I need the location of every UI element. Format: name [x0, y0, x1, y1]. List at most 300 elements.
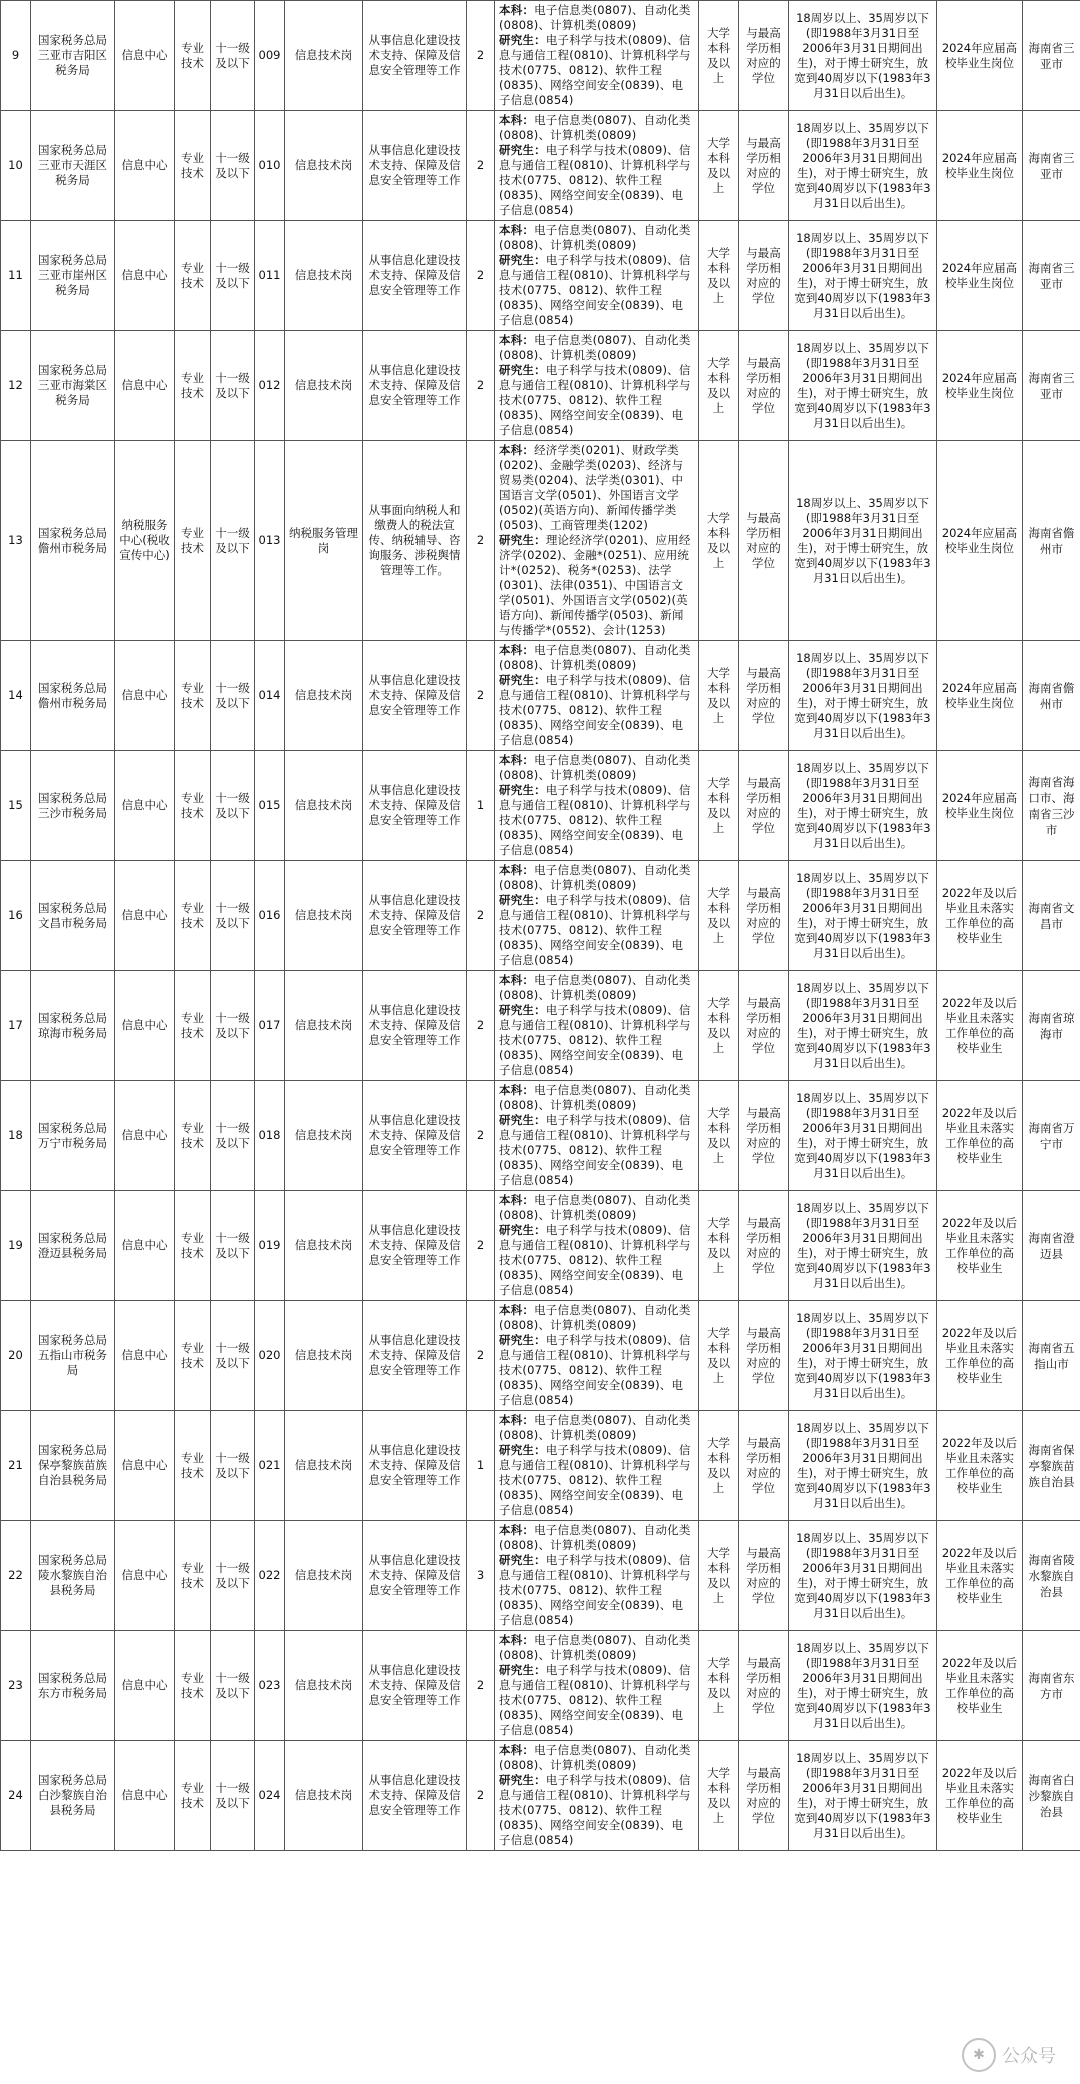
wechat-logo-icon: ✱: [962, 2038, 996, 2072]
degree-requirement: 与最高学历相对应的学位: [739, 441, 789, 641]
work-location: 海南省儋州市: [1023, 441, 1080, 641]
row-number: 11: [1, 221, 31, 331]
position-type: 专业技术: [175, 971, 211, 1081]
postgrad-majors: 电子科学与技术(0809)、信息与通信工程(0810)、计算机科学与技术(0775、0812)、软件工程(0835)、网络空间安全(0839)、电子信息(0854): [499, 1773, 691, 1847]
table-row: [1, 1741, 1080, 1851]
position-type: 专业技术: [175, 1301, 211, 1411]
hire-count: 2: [467, 1081, 495, 1191]
position-level: 十一级及以下: [211, 331, 255, 441]
position-code: 014: [255, 641, 285, 751]
department: 信息中心: [115, 331, 175, 441]
position-level: 十一级及以下: [211, 221, 255, 331]
other-requirement: 2022年及以后毕业且未落实工作单位的高校毕业生: [937, 861, 1023, 971]
department: 信息中心: [115, 1, 175, 111]
age-requirement: 18周岁以上、35周岁以下(即1988年3月31日至2006年3月31日期间出生)，对于博士研究生，放宽到40周岁以下(1983年3月31日以后出生)。: [789, 1191, 937, 1301]
major-requirements: [495, 751, 699, 861]
postgrad-label: 研究生：: [499, 1773, 546, 1787]
department: 纳税服务中心(税收宣传中心): [115, 441, 175, 641]
hire-count: 2: [467, 331, 495, 441]
hiring-unit: 国家税务总局白沙黎族自治县税务局: [31, 1741, 115, 1851]
position-type: 专业技术: [175, 641, 211, 751]
degree-requirement: 与最高学历相对应的学位: [739, 331, 789, 441]
major-requirements: [495, 641, 699, 751]
major-requirements: [495, 1521, 699, 1631]
watermark: [962, 2038, 1056, 2072]
work-location: 海南省白沙黎族自治县: [1023, 1741, 1080, 1851]
hire-count: 2: [467, 1191, 495, 1301]
other-requirement: 2022年及以后毕业且未落实工作单位的高校毕业生: [937, 1301, 1023, 1411]
table-body: [1, 1, 1080, 1851]
major-requirements: [495, 971, 699, 1081]
department: 信息中心: [115, 861, 175, 971]
table-row: [1, 441, 1080, 641]
degree-requirement: 与最高学历相对应的学位: [739, 751, 789, 861]
undergrad-label: 本科：: [499, 1083, 535, 1097]
position-code: 012: [255, 331, 285, 441]
job-duties: 从事信息化建设技术支持、保障及信息安全管理等工作: [363, 221, 467, 331]
department: 信息中心: [115, 1411, 175, 1521]
row-number: 21: [1, 1411, 31, 1521]
undergrad-label: 本科：: [499, 3, 535, 17]
position-code: 013: [255, 441, 285, 641]
other-requirement: 2024年应届高校毕业生岗位: [937, 331, 1023, 441]
postgrad-label: 研究生：: [499, 1003, 546, 1017]
position-name: 信息技术岗: [285, 111, 363, 221]
job-duties: 从事信息化建设技术支持、保障及信息安全管理等工作: [363, 1741, 467, 1851]
postgrad-label: 研究生：: [499, 673, 546, 687]
major-requirements: [495, 1631, 699, 1741]
position-type: 专业技术: [175, 1411, 211, 1521]
hiring-unit: 国家税务总局琼海市税务局: [31, 971, 115, 1081]
position-code: 011: [255, 221, 285, 331]
hiring-unit: 国家税务总局儋州市税务局: [31, 441, 115, 641]
job-duties: 从事信息化建设技术支持、保障及信息安全管理等工作: [363, 1301, 467, 1411]
postgrad-label: 研究生：: [499, 1113, 546, 1127]
hiring-unit: 国家税务总局保亭黎族苗族自治县税务局: [31, 1411, 115, 1521]
degree-requirement: 与最高学历相对应的学位: [739, 1411, 789, 1521]
undergrad-majors: 电子信息类(0807)、自动化类(0808)、计算机类(0809): [499, 643, 691, 672]
work-location: 海南省儋州市: [1023, 641, 1080, 751]
position-name: 信息技术岗: [285, 1741, 363, 1851]
undergrad-majors: 电子信息类(0807)、自动化类(0808)、计算机类(0809): [499, 1303, 691, 1332]
position-type: 专业技术: [175, 1521, 211, 1631]
work-location: 海南省澄迈县: [1023, 1191, 1080, 1301]
degree-requirement: 与最高学历相对应的学位: [739, 221, 789, 331]
other-requirement: 2024年应届高校毕业生岗位: [937, 1, 1023, 111]
undergrad-label: 本科：: [499, 643, 535, 657]
degree-requirement: 与最高学历相对应的学位: [739, 1191, 789, 1301]
row-number: 15: [1, 751, 31, 861]
table-row: [1, 111, 1080, 221]
hiring-unit: 国家税务总局三亚市海棠区税务局: [31, 331, 115, 441]
position-name: 信息技术岗: [285, 1521, 363, 1631]
education-requirement: 大学本科及以上: [699, 971, 739, 1081]
row-number: 17: [1, 971, 31, 1081]
undergrad-label: 本科：: [499, 223, 535, 237]
position-name: 信息技术岗: [285, 331, 363, 441]
work-location: 海南省三亚市: [1023, 221, 1080, 331]
table-row: [1, 1631, 1080, 1741]
postgrad-majors: 电子科学与技术(0809)、信息与通信工程(0810)、计算机科学与技术(0775、0812)、软件工程(0835)、网络空间安全(0839)、电子信息(0854): [499, 783, 691, 857]
education-requirement: 大学本科及以上: [699, 1411, 739, 1521]
job-duties: 从事面向纳税人和缴费人的税法宣传、纳税辅导、咨询服务、涉税舆情管理等工作。: [363, 441, 467, 641]
undergrad-majors: 电子信息类(0807)、自动化类(0808)、计算机类(0809): [499, 3, 691, 32]
department: 信息中心: [115, 751, 175, 861]
work-location: 海南省三亚市: [1023, 111, 1080, 221]
postgrad-majors: 电子科学与技术(0809)、信息与通信工程(0810)、计算机科学与技术(0775、0812)、软件工程(0835)、网络空间安全(0839)、电子信息(0854): [499, 1003, 691, 1077]
position-code: 021: [255, 1411, 285, 1521]
position-name: 纳税服务管理岗: [285, 441, 363, 641]
hire-count: 2: [467, 111, 495, 221]
postgrad-majors: 理论经济学(0201)、应用经济学(0202)、金融*(0251)、应用统计*(0252)、税务*(0253)、法学(0301)、法律(0351)、中国语言文学(0501)、外国语言文学(0502)(英语方向)、新闻传播学(0503)、新闻与传播学*(0552)、会计(1253): [499, 533, 691, 637]
age-requirement: 18周岁以上、35周岁以下(即1988年3月31日至2006年3月31日期间出生)，对于博士研究生，放宽到40周岁以下(1983年3月31日以后出生)。: [789, 1411, 937, 1521]
department: 信息中心: [115, 1191, 175, 1301]
age-requirement: 18周岁以上、35周岁以下(即1988年3月31日至2006年3月31日期间出生)，对于博士研究生，放宽到40周岁以下(1983年3月31日以后出生)。: [789, 971, 937, 1081]
education-requirement: 大学本科及以上: [699, 1, 739, 111]
hire-count: 1: [467, 1411, 495, 1521]
hiring-unit: 国家税务总局三亚市天涯区税务局: [31, 111, 115, 221]
age-requirement: 18周岁以上、35周岁以下(即1988年3月31日至2006年3月31日期间出生)，对于博士研究生，放宽到40周岁以下(1983年3月31日以后出生)。: [789, 1081, 937, 1191]
postgrad-label: 研究生：: [499, 143, 546, 157]
position-level: 十一级及以下: [211, 1081, 255, 1191]
hiring-unit: 国家税务总局文昌市税务局: [31, 861, 115, 971]
position-type: 专业技术: [175, 1, 211, 111]
position-name: 信息技术岗: [285, 1081, 363, 1191]
position-level: 十一级及以下: [211, 441, 255, 641]
age-requirement: 18周岁以上、35周岁以下(即1988年3月31日至2006年3月31日期间出生)，对于博士研究生，放宽到40周岁以下(1983年3月31日以后出生)。: [789, 751, 937, 861]
table-row: [1, 221, 1080, 331]
major-requirements: [495, 1081, 699, 1191]
hire-count: 3: [467, 1521, 495, 1631]
education-requirement: 大学本科及以上: [699, 111, 739, 221]
position-type: 专业技术: [175, 1081, 211, 1191]
position-code: 023: [255, 1631, 285, 1741]
postgrad-label: 研究生：: [499, 33, 546, 47]
table-row: [1, 641, 1080, 751]
hire-count: 2: [467, 1631, 495, 1741]
undergrad-majors: 电子信息类(0807)、自动化类(0808)、计算机类(0809): [499, 1413, 691, 1442]
postgrad-label: 研究生：: [499, 893, 546, 907]
position-code: 019: [255, 1191, 285, 1301]
undergrad-label: 本科：: [499, 1523, 535, 1537]
row-number: 20: [1, 1301, 31, 1411]
undergrad-label: 本科：: [499, 1743, 535, 1757]
work-location: 海南省东方市: [1023, 1631, 1080, 1741]
education-requirement: 大学本科及以上: [699, 641, 739, 751]
row-number: 23: [1, 1631, 31, 1741]
major-requirements: [495, 861, 699, 971]
age-requirement: 18周岁以上、35周岁以下(即1988年3月31日至2006年3月31日期间出生)，对于博士研究生，放宽到40周岁以下(1983年3月31日以后出生)。: [789, 641, 937, 751]
degree-requirement: 与最高学历相对应的学位: [739, 971, 789, 1081]
work-location: 海南省五指山市: [1023, 1301, 1080, 1411]
position-name: 信息技术岗: [285, 751, 363, 861]
job-duties: 从事信息化建设技术支持、保障及信息安全管理等工作: [363, 1521, 467, 1631]
hire-count: 2: [467, 1, 495, 111]
position-name: 信息技术岗: [285, 1631, 363, 1741]
postgrad-label: 研究生：: [499, 1443, 546, 1457]
position-type: 专业技术: [175, 221, 211, 331]
other-requirement: 2022年及以后毕业且未落实工作单位的高校毕业生: [937, 1631, 1023, 1741]
position-code: 009: [255, 1, 285, 111]
education-requirement: 大学本科及以上: [699, 221, 739, 331]
table-row: [1, 1081, 1080, 1191]
job-duties: 从事信息化建设技术支持、保障及信息安全管理等工作: [363, 1631, 467, 1741]
degree-requirement: 与最高学历相对应的学位: [739, 1301, 789, 1411]
education-requirement: 大学本科及以上: [699, 751, 739, 861]
degree-requirement: 与最高学历相对应的学位: [739, 111, 789, 221]
hiring-unit: 国家税务总局三沙市税务局: [31, 751, 115, 861]
degree-requirement: 与最高学历相对应的学位: [739, 641, 789, 751]
other-requirement: 2024年应届高校毕业生岗位: [937, 221, 1023, 331]
degree-requirement: 与最高学历相对应的学位: [739, 1631, 789, 1741]
position-level: 十一级及以下: [211, 1191, 255, 1301]
department: 信息中心: [115, 641, 175, 751]
table-row: [1, 1191, 1080, 1301]
undergrad-label: 本科：: [499, 1413, 535, 1427]
degree-requirement: 与最高学历相对应的学位: [739, 861, 789, 971]
hiring-unit: 国家税务总局澄迈县税务局: [31, 1191, 115, 1301]
position-type: 专业技术: [175, 111, 211, 221]
age-requirement: 18周岁以上、35周岁以下(即1988年3月31日至2006年3月31日期间出生)，对于博士研究生，放宽到40周岁以下(1983年3月31日以后出生)。: [789, 331, 937, 441]
undergrad-label: 本科：: [499, 753, 535, 767]
major-requirements: [495, 1411, 699, 1521]
major-requirements: [495, 331, 699, 441]
undergrad-label: 本科：: [499, 333, 535, 347]
age-requirement: 18周岁以上、35周岁以下(即1988年3月31日至2006年3月31日期间出生)，对于博士研究生，放宽到40周岁以下(1983年3月31日以后出生)。: [789, 1, 937, 111]
age-requirement: 18周岁以上、35周岁以下(即1988年3月31日至2006年3月31日期间出生)，对于博士研究生，放宽到40周岁以下(1983年3月31日以后出生)。: [789, 221, 937, 331]
row-number: 9: [1, 1, 31, 111]
position-level: 十一级及以下: [211, 751, 255, 861]
position-code: 024: [255, 1741, 285, 1851]
postgrad-label: 研究生：: [499, 1553, 546, 1567]
undergrad-label: 本科：: [499, 1193, 535, 1207]
other-requirement: 2024年应届高校毕业生岗位: [937, 641, 1023, 751]
position-level: 十一级及以下: [211, 1631, 255, 1741]
position-level: 十一级及以下: [211, 861, 255, 971]
postgrad-majors: 电子科学与技术(0809)、信息与通信工程(0810)、计算机科学与技术(0775、0812)、软件工程(0835)、网络空间安全(0839)、电子信息(0854): [499, 143, 691, 217]
row-number: 22: [1, 1521, 31, 1631]
job-duties: 从事信息化建设技术支持、保障及信息安全管理等工作: [363, 861, 467, 971]
row-number: 16: [1, 861, 31, 971]
job-duties: 从事信息化建设技术支持、保障及信息安全管理等工作: [363, 331, 467, 441]
education-requirement: 大学本科及以上: [699, 1191, 739, 1301]
position-name: 信息技术岗: [285, 1411, 363, 1521]
postgrad-majors: 电子科学与技术(0809)、信息与通信工程(0810)、计算机科学与技术(0775、0812)、软件工程(0835)、网络空间安全(0839)、电子信息(0854): [499, 1223, 691, 1297]
table-row: [1, 331, 1080, 441]
undergrad-majors: 电子信息类(0807)、自动化类(0808)、计算机类(0809): [499, 1083, 691, 1112]
major-requirements: [495, 1301, 699, 1411]
other-requirement: 2022年及以后毕业且未落实工作单位的高校毕业生: [937, 1521, 1023, 1631]
position-code: 022: [255, 1521, 285, 1631]
position-type: 专业技术: [175, 1631, 211, 1741]
education-requirement: 大学本科及以上: [699, 1301, 739, 1411]
postgrad-majors: 电子科学与技术(0809)、信息与通信工程(0810)、计算机科学与技术(0775、0812)、软件工程(0835)、网络空间安全(0839)、电子信息(0854): [499, 893, 691, 967]
watermark-text: 公众号: [1002, 2046, 1056, 2067]
undergrad-label: 本科：: [499, 1303, 535, 1317]
hiring-unit: 国家税务总局三亚市崖州区税务局: [31, 221, 115, 331]
department: 信息中心: [115, 1081, 175, 1191]
hire-count: 2: [467, 441, 495, 641]
undergrad-majors: 电子信息类(0807)、自动化类(0808)、计算机类(0809): [499, 1523, 691, 1552]
age-requirement: 18周岁以上、35周岁以下(即1988年3月31日至2006年3月31日期间出生)，对于博士研究生，放宽到40周岁以下(1983年3月31日以后出生)。: [789, 1521, 937, 1631]
hiring-unit: 国家税务总局万宁市税务局: [31, 1081, 115, 1191]
other-requirement: 2022年及以后毕业且未落实工作单位的高校毕业生: [937, 1081, 1023, 1191]
education-requirement: 大学本科及以上: [699, 331, 739, 441]
position-code: 015: [255, 751, 285, 861]
position-level: 十一级及以下: [211, 111, 255, 221]
table-row: [1, 861, 1080, 971]
education-requirement: 大学本科及以上: [699, 441, 739, 641]
undergrad-majors: 电子信息类(0807)、自动化类(0808)、计算机类(0809): [499, 863, 691, 892]
postgrad-majors: 电子科学与技术(0809)、信息与通信工程(0810)、计算机科学与技术(0775、0812)、软件工程(0835)、网络空间安全(0839)、电子信息(0854): [499, 1333, 691, 1407]
undergrad-label: 本科：: [499, 113, 535, 127]
row-number: 24: [1, 1741, 31, 1851]
table-row: [1, 1, 1080, 111]
other-requirement: 2022年及以后毕业且未落实工作单位的高校毕业生: [937, 1741, 1023, 1851]
hiring-unit: 国家税务总局儋州市税务局: [31, 641, 115, 751]
table-row: [1, 1521, 1080, 1631]
position-name: 信息技术岗: [285, 221, 363, 331]
undergrad-majors: 电子信息类(0807)、自动化类(0808)、计算机类(0809): [499, 113, 691, 142]
other-requirement: 2024年应届高校毕业生岗位: [937, 751, 1023, 861]
major-requirements: [495, 1741, 699, 1851]
hiring-unit: 国家税务总局五指山市税务局: [31, 1301, 115, 1411]
major-requirements: [495, 1, 699, 111]
postgrad-majors: 电子科学与技术(0809)、信息与通信工程(0810)、计算机科学与技术(0775、0812)、软件工程(0835)、网络空间安全(0839)、电子信息(0854): [499, 1443, 691, 1517]
row-number: 10: [1, 111, 31, 221]
job-duties: 从事信息化建设技术支持、保障及信息安全管理等工作: [363, 1, 467, 111]
table-row: [1, 1411, 1080, 1521]
position-type: 专业技术: [175, 751, 211, 861]
job-duties: 从事信息化建设技术支持、保障及信息安全管理等工作: [363, 971, 467, 1081]
table-row: [1, 1301, 1080, 1411]
row-number: 14: [1, 641, 31, 751]
work-location: 海南省万宁市: [1023, 1081, 1080, 1191]
other-requirement: 2024年应届高校毕业生岗位: [937, 111, 1023, 221]
position-level: 十一级及以下: [211, 971, 255, 1081]
position-name: 信息技术岗: [285, 641, 363, 751]
table-row: [1, 971, 1080, 1081]
department: 信息中心: [115, 1631, 175, 1741]
row-number: 12: [1, 331, 31, 441]
undergrad-majors: 电子信息类(0807)、自动化类(0808)、计算机类(0809): [499, 973, 691, 1002]
other-requirement: 2022年及以后毕业且未落实工作单位的高校毕业生: [937, 1411, 1023, 1521]
position-level: 十一级及以下: [211, 1521, 255, 1631]
position-code: 017: [255, 971, 285, 1081]
work-location: 海南省文昌市: [1023, 861, 1080, 971]
undergrad-majors: 电子信息类(0807)、自动化类(0808)、计算机类(0809): [499, 1633, 691, 1662]
work-location: 海南省三亚市: [1023, 331, 1080, 441]
position-name: 信息技术岗: [285, 1191, 363, 1301]
row-number: 18: [1, 1081, 31, 1191]
postgrad-majors: 电子科学与技术(0809)、信息与通信工程(0810)、计算机科学与技术(0775、0812)、软件工程(0835)、网络空间安全(0839)、电子信息(0854): [499, 673, 691, 747]
degree-requirement: 与最高学历相对应的学位: [739, 1521, 789, 1631]
job-duties: 从事信息化建设技术支持、保障及信息安全管理等工作: [363, 1081, 467, 1191]
position-code: 020: [255, 1301, 285, 1411]
postgrad-majors: 电子科学与技术(0809)、信息与通信工程(0810)、计算机科学与技术(0775、0812)、软件工程(0835)、网络空间安全(0839)、电子信息(0854): [499, 33, 691, 107]
postgrad-majors: 电子科学与技术(0809)、信息与通信工程(0810)、计算机科学与技术(0775、0812)、软件工程(0835)、网络空间安全(0839)、电子信息(0854): [499, 1663, 691, 1737]
department: 信息中心: [115, 111, 175, 221]
row-number: 19: [1, 1191, 31, 1301]
postgrad-label: 研究生：: [499, 783, 546, 797]
position-name: 信息技术岗: [285, 1301, 363, 1411]
row-number: 13: [1, 441, 31, 641]
other-requirement: 2022年及以后毕业且未落实工作单位的高校毕业生: [937, 971, 1023, 1081]
age-requirement: 18周岁以上、35周岁以下(即1988年3月31日至2006年3月31日期间出生)，对于博士研究生，放宽到40周岁以下(1983年3月31日以后出生)。: [789, 441, 937, 641]
job-duties: 从事信息化建设技术支持、保障及信息安全管理等工作: [363, 1411, 467, 1521]
undergrad-majors: 电子信息类(0807)、自动化类(0808)、计算机类(0809): [499, 1193, 691, 1222]
undergrad-majors: 电子信息类(0807)、自动化类(0808)、计算机类(0809): [499, 1743, 691, 1772]
undergrad-majors: 经济学类(0201)、财政学类(0202)、金融学类(0203)、经济与贸易类(0204)、法学类(0301)、中国语言文学(0501)、外国语言文学(0502)(英语方向)、新闻传播学类(0503)、工商管理类(1202): [499, 443, 684, 532]
work-location: 海南省陵水黎族自治县: [1023, 1521, 1080, 1631]
major-requirements: [495, 221, 699, 331]
undergrad-label: 本科：: [499, 863, 535, 877]
hiring-unit: 国家税务总局东方市税务局: [31, 1631, 115, 1741]
position-type: 专业技术: [175, 1191, 211, 1301]
education-requirement: 大学本科及以上: [699, 1521, 739, 1631]
undergrad-label: 本科：: [499, 973, 535, 987]
major-requirements: [495, 441, 699, 641]
hire-count: 2: [467, 861, 495, 971]
undergrad-label: 本科：: [499, 1633, 535, 1647]
education-requirement: 大学本科及以上: [699, 1081, 739, 1191]
major-requirements: [495, 111, 699, 221]
job-duties: 从事信息化建设技术支持、保障及信息安全管理等工作: [363, 751, 467, 861]
position-level: 十一级及以下: [211, 641, 255, 751]
postgrad-label: 研究生：: [499, 1223, 546, 1237]
age-requirement: 18周岁以上、35周岁以下(即1988年3月31日至2006年3月31日期间出生)，对于博士研究生，放宽到40周岁以下(1983年3月31日以后出生)。: [789, 1741, 937, 1851]
age-requirement: 18周岁以上、35周岁以下(即1988年3月31日至2006年3月31日期间出生)，对于博士研究生，放宽到40周岁以下(1983年3月31日以后出生)。: [789, 1301, 937, 1411]
work-location: 海南省海口市、海南省三沙市: [1023, 751, 1080, 861]
department: 信息中心: [115, 971, 175, 1081]
hiring-unit: 国家税务总局三亚市吉阳区税务局: [31, 1, 115, 111]
position-code: 018: [255, 1081, 285, 1191]
work-location: 海南省三亚市: [1023, 1, 1080, 111]
hire-count: 2: [467, 971, 495, 1081]
age-requirement: 18周岁以上、35周岁以下(即1988年3月31日至2006年3月31日期间出生)，对于博士研究生，放宽到40周岁以下(1983年3月31日以后出生)。: [789, 1631, 937, 1741]
job-duties: 从事信息化建设技术支持、保障及信息安全管理等工作: [363, 641, 467, 751]
education-requirement: 大学本科及以上: [699, 1631, 739, 1741]
work-location: 海南省琼海市: [1023, 971, 1080, 1081]
department: 信息中心: [115, 1521, 175, 1631]
position-level: 十一级及以下: [211, 1411, 255, 1521]
education-requirement: 大学本科及以上: [699, 1741, 739, 1851]
work-location: 海南省保亭黎族苗族自治县: [1023, 1411, 1080, 1521]
hire-count: 1: [467, 751, 495, 861]
postgrad-majors: 电子科学与技术(0809)、信息与通信工程(0810)、计算机科学与技术(0775、0812)、软件工程(0835)、网络空间安全(0839)、电子信息(0854): [499, 363, 691, 437]
hire-count: 2: [467, 1741, 495, 1851]
major-requirements: [495, 1191, 699, 1301]
education-requirement: 大学本科及以上: [699, 861, 739, 971]
position-name: 信息技术岗: [285, 1, 363, 111]
age-requirement: 18周岁以上、35周岁以下(即1988年3月31日至2006年3月31日期间出生)，对于博士研究生，放宽到40周岁以下(1983年3月31日以后出生)。: [789, 111, 937, 221]
position-type: 专业技术: [175, 331, 211, 441]
job-duties: 从事信息化建设技术支持、保障及信息安全管理等工作: [363, 1191, 467, 1301]
position-level: 十一级及以下: [211, 1, 255, 111]
position-type: 专业技术: [175, 441, 211, 641]
undergrad-majors: 电子信息类(0807)、自动化类(0808)、计算机类(0809): [499, 753, 691, 782]
job-duties: 从事信息化建设技术支持、保障及信息安全管理等工作: [363, 111, 467, 221]
age-requirement: 18周岁以上、35周岁以下(即1988年3月31日至2006年3月31日期间出生)，对于博士研究生，放宽到40周岁以下(1983年3月31日以后出生)。: [789, 861, 937, 971]
postgrad-label: 研究生：: [499, 533, 546, 547]
hire-count: 2: [467, 1301, 495, 1411]
position-type: 专业技术: [175, 861, 211, 971]
position-name: 信息技术岗: [285, 861, 363, 971]
position-code: 010: [255, 111, 285, 221]
undergrad-majors: 电子信息类(0807)、自动化类(0808)、计算机类(0809): [499, 223, 691, 252]
position-level: 十一级及以下: [211, 1301, 255, 1411]
postgrad-majors: 电子科学与技术(0809)、信息与通信工程(0810)、计算机科学与技术(0775、0812)、软件工程(0835)、网络空间安全(0839)、电子信息(0854): [499, 1553, 691, 1627]
